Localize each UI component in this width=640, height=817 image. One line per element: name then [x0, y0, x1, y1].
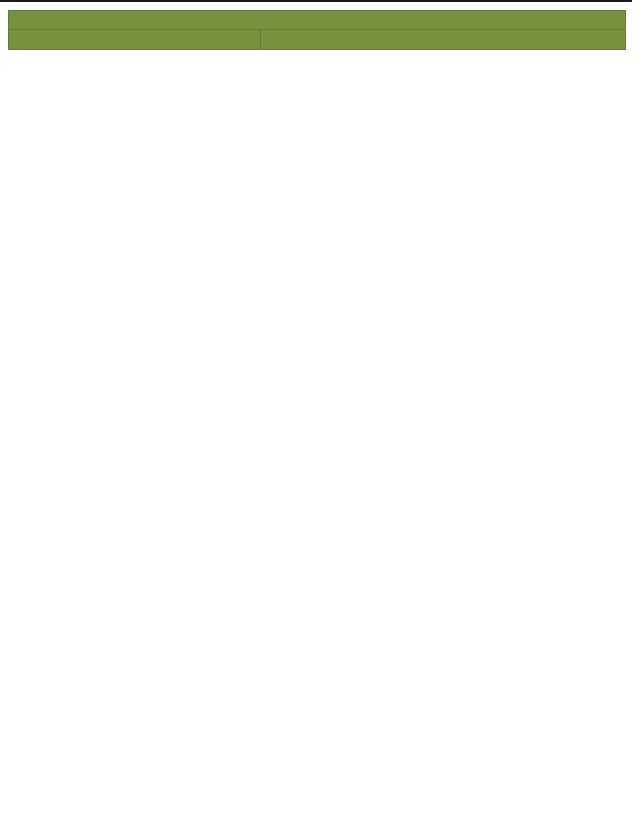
derivative-table-sheet: [8, 10, 626, 50]
sub-header-basic: [9, 30, 260, 49]
table-title-bar: [8, 10, 626, 29]
sub-header-bar: [8, 29, 626, 50]
sub-header-composite: [260, 30, 625, 49]
section-divider-line: [0, 0, 632, 2]
